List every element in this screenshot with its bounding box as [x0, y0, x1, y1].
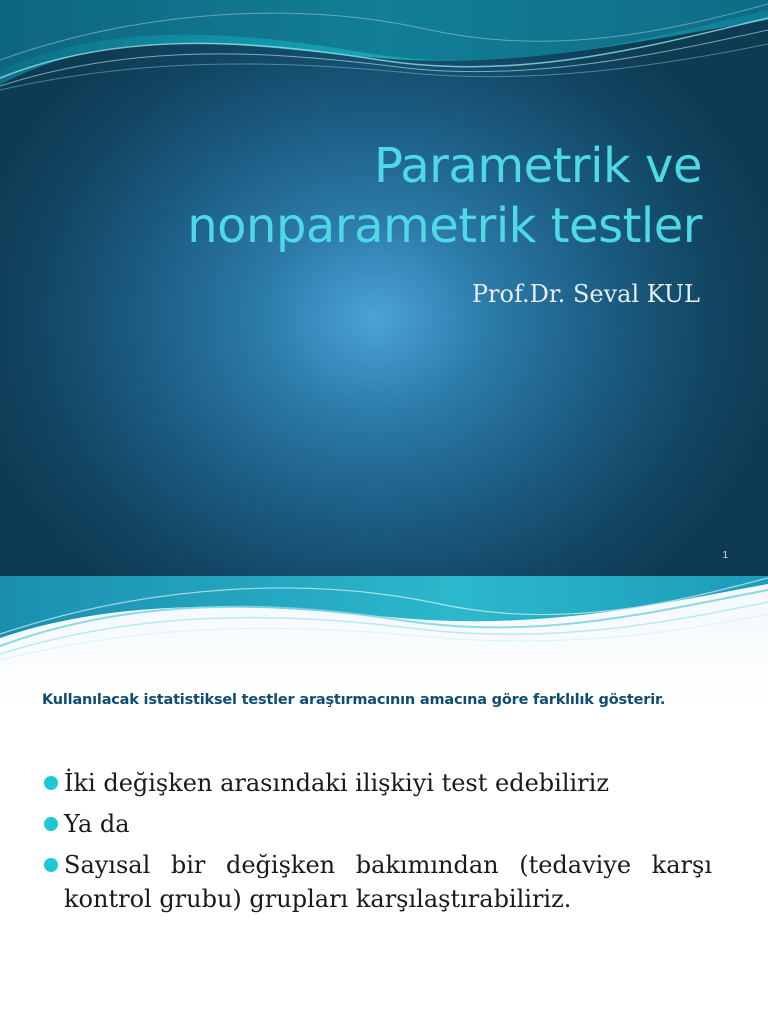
list-item [44, 848, 712, 916]
slide-title [62, 136, 702, 256]
wave-decoration [0, 0, 768, 110]
slide-subtitle: Prof.Dr. Seval KUL [471, 280, 700, 308]
wave-decoration [0, 576, 768, 671]
title-line-1: Parametrik ve [373, 138, 702, 194]
bullet-icon [44, 858, 58, 872]
bullet-text: Ya da [64, 810, 130, 838]
title-line-2: nonparametrik testler [187, 198, 702, 254]
bullet-text: Sayısal bir değişken bakımından (tedaviye karşı kontrol grubu) grupları karşılaştırabiliriz. [64, 851, 712, 913]
bullet-icon [44, 817, 58, 831]
bullet-list [44, 766, 712, 923]
list-item [44, 766, 712, 800]
slide-heading: Kullanılacak istatistiksel testler araştırmacının amacına göre farklılık gösterir. [42, 692, 666, 708]
bullet-icon [44, 776, 58, 790]
page-number: 1 [722, 550, 728, 561]
bullet-text: İki değişken arasındaki ilişkiyi test edebiliriz [64, 769, 609, 797]
content-slide [0, 576, 768, 1024]
list-item [44, 807, 712, 841]
